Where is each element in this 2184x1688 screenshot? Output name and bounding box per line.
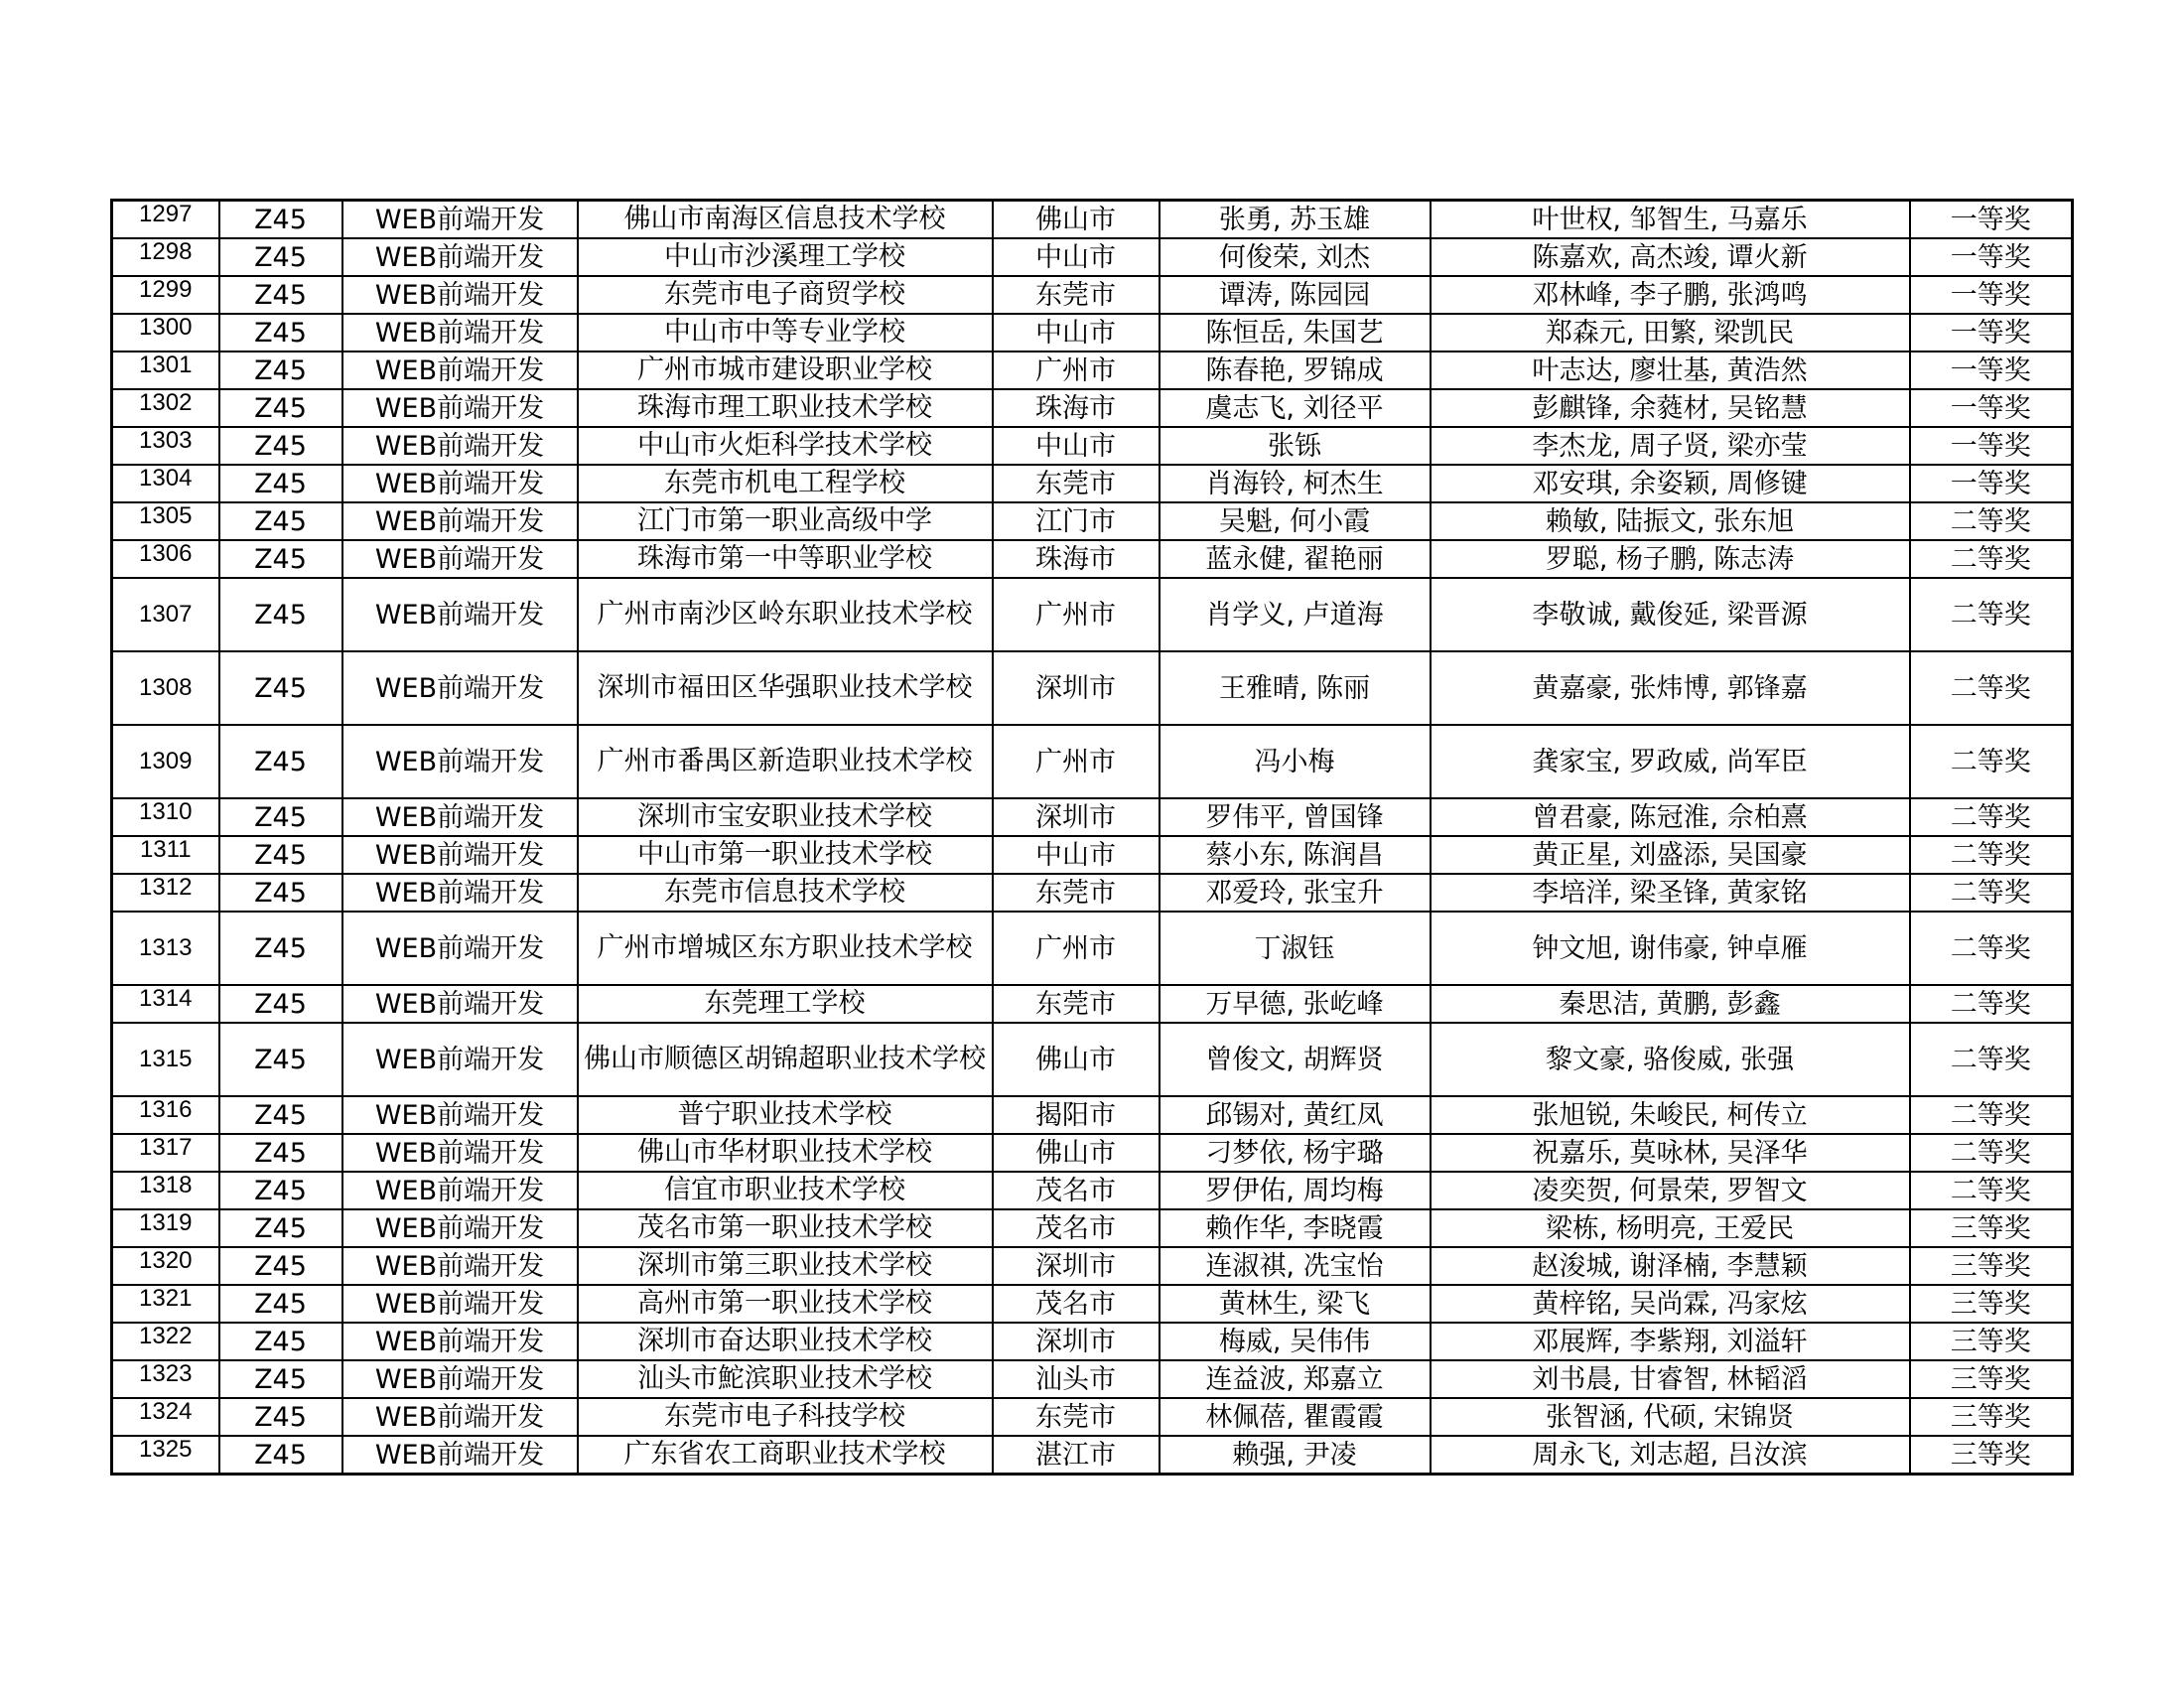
event-code-cell: Z45 xyxy=(219,1247,342,1285)
instructor-names-cell: 连益波, 郑嘉立 xyxy=(1160,1360,1431,1398)
city-name-cell: 中山市 xyxy=(993,427,1160,465)
event-name-cell: WEB前端开发 xyxy=(342,1134,578,1172)
event-name-cell: WEB前端开发 xyxy=(342,798,578,836)
student-names-cell: 邓安琪, 余姿颖, 周修键 xyxy=(1431,465,1910,502)
event-code-cell: Z45 xyxy=(219,1398,342,1436)
school-name-cell: 广东省农工商职业技术学校 xyxy=(578,1436,993,1475)
event-code-cell: Z45 xyxy=(219,276,342,314)
student-names-cell: 刘书晨, 甘睿智, 林韬滔 xyxy=(1431,1360,1910,1398)
event-code-cell: Z45 xyxy=(219,874,342,912)
student-names-cell: 叶世权, 邹智生, 马嘉乐 xyxy=(1431,201,1910,239)
student-names-cell: 张智涵, 代硕, 宋锦贤 xyxy=(1431,1398,1910,1436)
results-table xyxy=(110,199,2074,1476)
table-row xyxy=(112,1209,2073,1247)
event-code-cell: Z45 xyxy=(219,985,342,1023)
student-names-cell: 李杰龙, 周子贤, 梁亦莹 xyxy=(1431,427,1910,465)
award-level-cell: 三等奖 xyxy=(1910,1323,2073,1360)
city-name-cell: 东莞市 xyxy=(993,874,1160,912)
student-names-cell: 黎文豪, 骆俊威, 张强 xyxy=(1431,1023,1910,1096)
table-row xyxy=(112,798,2073,836)
city-name-cell: 佛山市 xyxy=(993,201,1160,239)
instructor-names-cell: 蓝永健, 翟艳丽 xyxy=(1160,540,1431,578)
table-row xyxy=(112,578,2073,651)
table-row xyxy=(112,389,2073,427)
award-level-cell: 二等奖 xyxy=(1910,836,2073,874)
row-number-cell: 1314 xyxy=(112,985,219,1023)
award-level-cell: 一等奖 xyxy=(1910,389,2073,427)
event-code-cell: Z45 xyxy=(219,578,342,651)
row-number-cell: 1303 xyxy=(112,427,219,465)
student-names-cell: 黄梓铭, 吴尚霖, 冯家炫 xyxy=(1431,1285,1910,1323)
student-names-cell: 张旭锐, 朱峻民, 柯传立 xyxy=(1431,1096,1910,1134)
event-code-cell: Z45 xyxy=(219,465,342,502)
city-name-cell: 中山市 xyxy=(993,238,1160,276)
row-number-cell: 1310 xyxy=(112,798,219,836)
instructor-names-cell: 连淑祺, 冼宝怡 xyxy=(1160,1247,1431,1285)
instructor-names-cell: 丁淑钰 xyxy=(1160,912,1431,985)
student-names-cell: 李培洋, 梁圣锋, 黄家铭 xyxy=(1431,874,1910,912)
award-level-cell: 二等奖 xyxy=(1910,502,2073,540)
city-name-cell: 佛山市 xyxy=(993,1134,1160,1172)
event-name-cell: WEB前端开发 xyxy=(342,1023,578,1096)
award-level-cell: 二等奖 xyxy=(1910,578,2073,651)
table-row xyxy=(112,1247,2073,1285)
instructor-names-cell: 邓爱玲, 张宝升 xyxy=(1160,874,1431,912)
event-code-cell: Z45 xyxy=(219,1323,342,1360)
instructor-names-cell: 罗伊佑, 周均梅 xyxy=(1160,1172,1431,1209)
student-names-cell: 陈嘉欢, 高杰竣, 谭火新 xyxy=(1431,238,1910,276)
row-number-cell: 1316 xyxy=(112,1096,219,1134)
award-level-cell: 二等奖 xyxy=(1910,540,2073,578)
event-name-cell: WEB前端开发 xyxy=(342,465,578,502)
student-names-cell: 曾君豪, 陈冠淮, 佘柏熹 xyxy=(1431,798,1910,836)
school-name-cell: 中山市中等专业学校 xyxy=(578,314,993,352)
instructor-names-cell: 虞志飞, 刘径平 xyxy=(1160,389,1431,427)
event-name-cell: WEB前端开发 xyxy=(342,1323,578,1360)
table-row xyxy=(112,1285,2073,1323)
table-row xyxy=(112,1172,2073,1209)
event-name-cell: WEB前端开发 xyxy=(342,1172,578,1209)
school-name-cell: 东莞市电子科技学校 xyxy=(578,1398,993,1436)
award-level-cell: 一等奖 xyxy=(1910,314,2073,352)
award-level-cell: 二等奖 xyxy=(1910,798,2073,836)
event-code-cell: Z45 xyxy=(219,1096,342,1134)
table-row xyxy=(112,427,2073,465)
student-names-cell: 秦思洁, 黄鹏, 彭鑫 xyxy=(1431,985,1910,1023)
event-code-cell: Z45 xyxy=(219,912,342,985)
event-name-cell: WEB前端开发 xyxy=(342,1247,578,1285)
student-names-cell: 周永飞, 刘志超, 吕汝滨 xyxy=(1431,1436,1910,1475)
event-code-cell: Z45 xyxy=(219,352,342,389)
student-names-cell: 黄正星, 刘盛添, 吴国豪 xyxy=(1431,836,1910,874)
city-name-cell: 广州市 xyxy=(993,912,1160,985)
event-name-cell: WEB前端开发 xyxy=(342,985,578,1023)
student-names-cell: 罗聪, 杨子鹏, 陈志涛 xyxy=(1431,540,1910,578)
event-name-cell: WEB前端开发 xyxy=(342,651,578,725)
row-number-cell: 1297 xyxy=(112,201,219,239)
event-name-cell: WEB前端开发 xyxy=(342,578,578,651)
event-name-cell: WEB前端开发 xyxy=(342,1209,578,1247)
event-name-cell: WEB前端开发 xyxy=(342,540,578,578)
school-name-cell: 广州市增城区东方职业技术学校 xyxy=(578,912,993,985)
city-name-cell: 广州市 xyxy=(993,352,1160,389)
instructor-names-cell: 赖强, 尹凌 xyxy=(1160,1436,1431,1475)
award-level-cell: 二等奖 xyxy=(1910,1134,2073,1172)
school-name-cell: 珠海市第一中等职业学校 xyxy=(578,540,993,578)
instructor-names-cell: 肖海铃, 柯杰生 xyxy=(1160,465,1431,502)
table-row xyxy=(112,1096,2073,1134)
instructor-names-cell: 蔡小东, 陈润昌 xyxy=(1160,836,1431,874)
instructor-names-cell: 冯小梅 xyxy=(1160,725,1431,798)
student-names-cell: 李敬诚, 戴俊延, 梁晋源 xyxy=(1431,578,1910,651)
award-level-cell: 一等奖 xyxy=(1910,201,2073,239)
event-code-cell: Z45 xyxy=(219,238,342,276)
event-name-cell: WEB前端开发 xyxy=(342,276,578,314)
row-number-cell: 1308 xyxy=(112,651,219,725)
event-name-cell: WEB前端开发 xyxy=(342,1398,578,1436)
event-name-cell: WEB前端开发 xyxy=(342,427,578,465)
school-name-cell: 东莞市机电工程学校 xyxy=(578,465,993,502)
city-name-cell: 深圳市 xyxy=(993,651,1160,725)
event-name-cell: WEB前端开发 xyxy=(342,725,578,798)
event-code-cell: Z45 xyxy=(219,1023,342,1096)
row-number-cell: 1324 xyxy=(112,1398,219,1436)
row-number-cell: 1322 xyxy=(112,1323,219,1360)
school-name-cell: 深圳市第三职业技术学校 xyxy=(578,1247,993,1285)
table-row xyxy=(112,1436,2073,1475)
city-name-cell: 东莞市 xyxy=(993,1398,1160,1436)
event-name-cell: WEB前端开发 xyxy=(342,1285,578,1323)
student-names-cell: 郑森元, 田繁, 梁凯民 xyxy=(1431,314,1910,352)
award-level-cell: 三等奖 xyxy=(1910,1247,2073,1285)
city-name-cell: 珠海市 xyxy=(993,540,1160,578)
row-number-cell: 1304 xyxy=(112,465,219,502)
school-name-cell: 深圳市福田区华强职业技术学校 xyxy=(578,651,993,725)
award-level-cell: 三等奖 xyxy=(1910,1360,2073,1398)
row-number-cell: 1302 xyxy=(112,389,219,427)
event-name-cell: WEB前端开发 xyxy=(342,238,578,276)
student-names-cell: 叶志达, 廖壮基, 黄浩然 xyxy=(1431,352,1910,389)
instructor-names-cell: 罗伟平, 曾国锋 xyxy=(1160,798,1431,836)
row-number-cell: 1306 xyxy=(112,540,219,578)
instructor-names-cell: 陈恒岳, 朱国艺 xyxy=(1160,314,1431,352)
instructor-names-cell: 林佩蓓, 瞿霞霞 xyxy=(1160,1398,1431,1436)
student-names-cell: 龚家宝, 罗政威, 尚军臣 xyxy=(1431,725,1910,798)
award-level-cell: 二等奖 xyxy=(1910,1172,2073,1209)
city-name-cell: 深圳市 xyxy=(993,798,1160,836)
instructor-names-cell: 万早德, 张屹峰 xyxy=(1160,985,1431,1023)
award-level-cell: 二等奖 xyxy=(1910,912,2073,985)
row-number-cell: 1315 xyxy=(112,1023,219,1096)
instructor-names-cell: 何俊荣, 刘杰 xyxy=(1160,238,1431,276)
student-names-cell: 黄嘉豪, 张炜博, 郭锋嘉 xyxy=(1431,651,1910,725)
row-number-cell: 1323 xyxy=(112,1360,219,1398)
row-number-cell: 1317 xyxy=(112,1134,219,1172)
school-name-cell: 广州市番禺区新造职业技术学校 xyxy=(578,725,993,798)
event-name-cell: WEB前端开发 xyxy=(342,1360,578,1398)
school-name-cell: 汕头市鮀滨职业技术学校 xyxy=(578,1360,993,1398)
instructor-names-cell: 张勇, 苏玉雄 xyxy=(1160,201,1431,239)
award-level-cell: 二等奖 xyxy=(1910,725,2073,798)
row-number-cell: 1300 xyxy=(112,314,219,352)
award-level-cell: 二等奖 xyxy=(1910,1096,2073,1134)
instructor-names-cell: 梅威, 吴伟伟 xyxy=(1160,1323,1431,1360)
instructor-names-cell: 王雅晴, 陈丽 xyxy=(1160,651,1431,725)
event-code-cell: Z45 xyxy=(219,389,342,427)
award-level-cell: 一等奖 xyxy=(1910,427,2073,465)
award-level-cell: 一等奖 xyxy=(1910,276,2073,314)
event-code-cell: Z45 xyxy=(219,1209,342,1247)
event-code-cell: Z45 xyxy=(219,1134,342,1172)
student-names-cell: 凌奕贺, 何景荣, 罗智文 xyxy=(1431,1172,1910,1209)
table-row xyxy=(112,238,2073,276)
event-name-cell: WEB前端开发 xyxy=(342,314,578,352)
school-name-cell: 东莞市信息技术学校 xyxy=(578,874,993,912)
table-row xyxy=(112,502,2073,540)
school-name-cell: 珠海市理工职业技术学校 xyxy=(578,389,993,427)
student-names-cell: 赖敏, 陆振文, 张东旭 xyxy=(1431,502,1910,540)
student-names-cell: 彭麒锋, 余蕤材, 吴铭慧 xyxy=(1431,389,1910,427)
row-number-cell: 1305 xyxy=(112,502,219,540)
student-names-cell: 钟文旭, 谢伟豪, 钟卓雁 xyxy=(1431,912,1910,985)
event-name-cell: WEB前端开发 xyxy=(342,352,578,389)
event-name-cell: WEB前端开发 xyxy=(342,1096,578,1134)
row-number-cell: 1299 xyxy=(112,276,219,314)
city-name-cell: 茂名市 xyxy=(993,1172,1160,1209)
award-level-cell: 三等奖 xyxy=(1910,1398,2073,1436)
row-number-cell: 1312 xyxy=(112,874,219,912)
student-names-cell: 赵浚城, 谢泽楠, 李慧颖 xyxy=(1431,1247,1910,1285)
award-level-cell: 一等奖 xyxy=(1910,238,2073,276)
event-code-cell: Z45 xyxy=(219,502,342,540)
event-code-cell: Z45 xyxy=(219,1360,342,1398)
city-name-cell: 东莞市 xyxy=(993,985,1160,1023)
event-code-cell: Z45 xyxy=(219,1172,342,1209)
event-name-cell: WEB前端开发 xyxy=(342,502,578,540)
city-name-cell: 茂名市 xyxy=(993,1209,1160,1247)
table-row xyxy=(112,912,2073,985)
city-name-cell: 东莞市 xyxy=(993,276,1160,314)
table-row xyxy=(112,651,2073,725)
table-row xyxy=(112,1134,2073,1172)
school-name-cell: 广州市南沙区岭东职业技术学校 xyxy=(578,578,993,651)
table-row xyxy=(112,1023,2073,1096)
event-name-cell: WEB前端开发 xyxy=(342,1436,578,1475)
table-row xyxy=(112,985,2073,1023)
award-level-cell: 二等奖 xyxy=(1910,874,2073,912)
student-names-cell: 祝嘉乐, 莫咏林, 吴泽华 xyxy=(1431,1134,1910,1172)
award-level-cell: 二等奖 xyxy=(1910,985,2073,1023)
row-number-cell: 1320 xyxy=(112,1247,219,1285)
table-row xyxy=(112,1323,2073,1360)
event-code-cell: Z45 xyxy=(219,201,342,239)
school-name-cell: 东莞理工学校 xyxy=(578,985,993,1023)
city-name-cell: 中山市 xyxy=(993,836,1160,874)
row-number-cell: 1311 xyxy=(112,836,219,874)
instructor-names-cell: 陈春艳, 罗锦成 xyxy=(1160,352,1431,389)
instructor-names-cell: 黄林生, 梁飞 xyxy=(1160,1285,1431,1323)
student-names-cell: 邓林峰, 李子鹏, 张鸿鸣 xyxy=(1431,276,1910,314)
school-name-cell: 信宜市职业技术学校 xyxy=(578,1172,993,1209)
city-name-cell: 深圳市 xyxy=(993,1247,1160,1285)
table-row xyxy=(112,836,2073,874)
instructor-names-cell: 肖学义, 卢道海 xyxy=(1160,578,1431,651)
event-code-cell: Z45 xyxy=(219,798,342,836)
instructor-names-cell: 邱锡对, 黄红凤 xyxy=(1160,1096,1431,1134)
city-name-cell: 湛江市 xyxy=(993,1436,1160,1475)
table-row xyxy=(112,352,2073,389)
table-row xyxy=(112,276,2073,314)
table-row xyxy=(112,1398,2073,1436)
event-name-cell: WEB前端开发 xyxy=(342,836,578,874)
award-level-cell: 一等奖 xyxy=(1910,352,2073,389)
instructor-names-cell: 谭涛, 陈园园 xyxy=(1160,276,1431,314)
award-level-cell: 三等奖 xyxy=(1910,1436,2073,1475)
event-code-cell: Z45 xyxy=(219,836,342,874)
instructor-names-cell: 刁梦依, 杨宇璐 xyxy=(1160,1134,1431,1172)
award-level-cell: 三等奖 xyxy=(1910,1209,2073,1247)
row-number-cell: 1318 xyxy=(112,1172,219,1209)
event-code-cell: Z45 xyxy=(219,651,342,725)
event-name-cell: WEB前端开发 xyxy=(342,912,578,985)
row-number-cell: 1309 xyxy=(112,725,219,798)
school-name-cell: 深圳市宝安职业技术学校 xyxy=(578,798,993,836)
award-level-cell: 三等奖 xyxy=(1910,1285,2073,1323)
city-name-cell: 深圳市 xyxy=(993,1323,1160,1360)
school-name-cell: 东莞市电子商贸学校 xyxy=(578,276,993,314)
award-level-cell: 二等奖 xyxy=(1910,1023,2073,1096)
school-name-cell: 江门市第一职业高级中学 xyxy=(578,502,993,540)
city-name-cell: 茂名市 xyxy=(993,1285,1160,1323)
table-row xyxy=(112,540,2073,578)
school-name-cell: 佛山市顺德区胡锦超职业技术学校 xyxy=(578,1023,993,1096)
table-row xyxy=(112,314,2073,352)
city-name-cell: 揭阳市 xyxy=(993,1096,1160,1134)
table-row xyxy=(112,725,2073,798)
instructor-names-cell: 张铄 xyxy=(1160,427,1431,465)
school-name-cell: 深圳市奋达职业技术学校 xyxy=(578,1323,993,1360)
city-name-cell: 江门市 xyxy=(993,502,1160,540)
row-number-cell: 1301 xyxy=(112,352,219,389)
instructor-names-cell: 曾俊文, 胡辉贤 xyxy=(1160,1023,1431,1096)
row-number-cell: 1307 xyxy=(112,578,219,651)
award-level-cell: 一等奖 xyxy=(1910,465,2073,502)
award-level-cell: 二等奖 xyxy=(1910,651,2073,725)
event-name-cell: WEB前端开发 xyxy=(342,201,578,239)
city-name-cell: 中山市 xyxy=(993,314,1160,352)
table-row xyxy=(112,465,2073,502)
student-names-cell: 梁栋, 杨明亮, 王爱民 xyxy=(1431,1209,1910,1247)
row-number-cell: 1298 xyxy=(112,238,219,276)
event-code-cell: Z45 xyxy=(219,314,342,352)
school-name-cell: 中山市第一职业技术学校 xyxy=(578,836,993,874)
row-number-cell: 1313 xyxy=(112,912,219,985)
event-code-cell: Z45 xyxy=(219,1436,342,1475)
row-number-cell: 1319 xyxy=(112,1209,219,1247)
school-name-cell: 广州市城市建设职业学校 xyxy=(578,352,993,389)
row-number-cell: 1325 xyxy=(112,1436,219,1475)
city-name-cell: 珠海市 xyxy=(993,389,1160,427)
city-name-cell: 广州市 xyxy=(993,725,1160,798)
instructor-names-cell: 吴魁, 何小霞 xyxy=(1160,502,1431,540)
table-row xyxy=(112,874,2073,912)
school-name-cell: 佛山市南海区信息技术学校 xyxy=(578,201,993,239)
city-name-cell: 东莞市 xyxy=(993,465,1160,502)
school-name-cell: 中山市沙溪理工学校 xyxy=(578,238,993,276)
row-number-cell: 1321 xyxy=(112,1285,219,1323)
event-name-cell: WEB前端开发 xyxy=(342,389,578,427)
event-code-cell: Z45 xyxy=(219,427,342,465)
school-name-cell: 中山市火炬科学技术学校 xyxy=(578,427,993,465)
table-row xyxy=(112,201,2073,239)
event-code-cell: Z45 xyxy=(219,725,342,798)
school-name-cell: 高州市第一职业技术学校 xyxy=(578,1285,993,1323)
table-row xyxy=(112,1360,2073,1398)
results-table-body xyxy=(112,201,2073,1475)
city-name-cell: 汕头市 xyxy=(993,1360,1160,1398)
event-code-cell: Z45 xyxy=(219,1285,342,1323)
event-code-cell: Z45 xyxy=(219,540,342,578)
student-names-cell: 邓展辉, 李紫翔, 刘溢轩 xyxy=(1431,1323,1910,1360)
school-name-cell: 普宁职业技术学校 xyxy=(578,1096,993,1134)
city-name-cell: 广州市 xyxy=(993,578,1160,651)
school-name-cell: 佛山市华材职业技术学校 xyxy=(578,1134,993,1172)
instructor-names-cell: 赖作华, 李晓霞 xyxy=(1160,1209,1431,1247)
city-name-cell: 佛山市 xyxy=(993,1023,1160,1096)
event-name-cell: WEB前端开发 xyxy=(342,874,578,912)
school-name-cell: 茂名市第一职业技术学校 xyxy=(578,1209,993,1247)
